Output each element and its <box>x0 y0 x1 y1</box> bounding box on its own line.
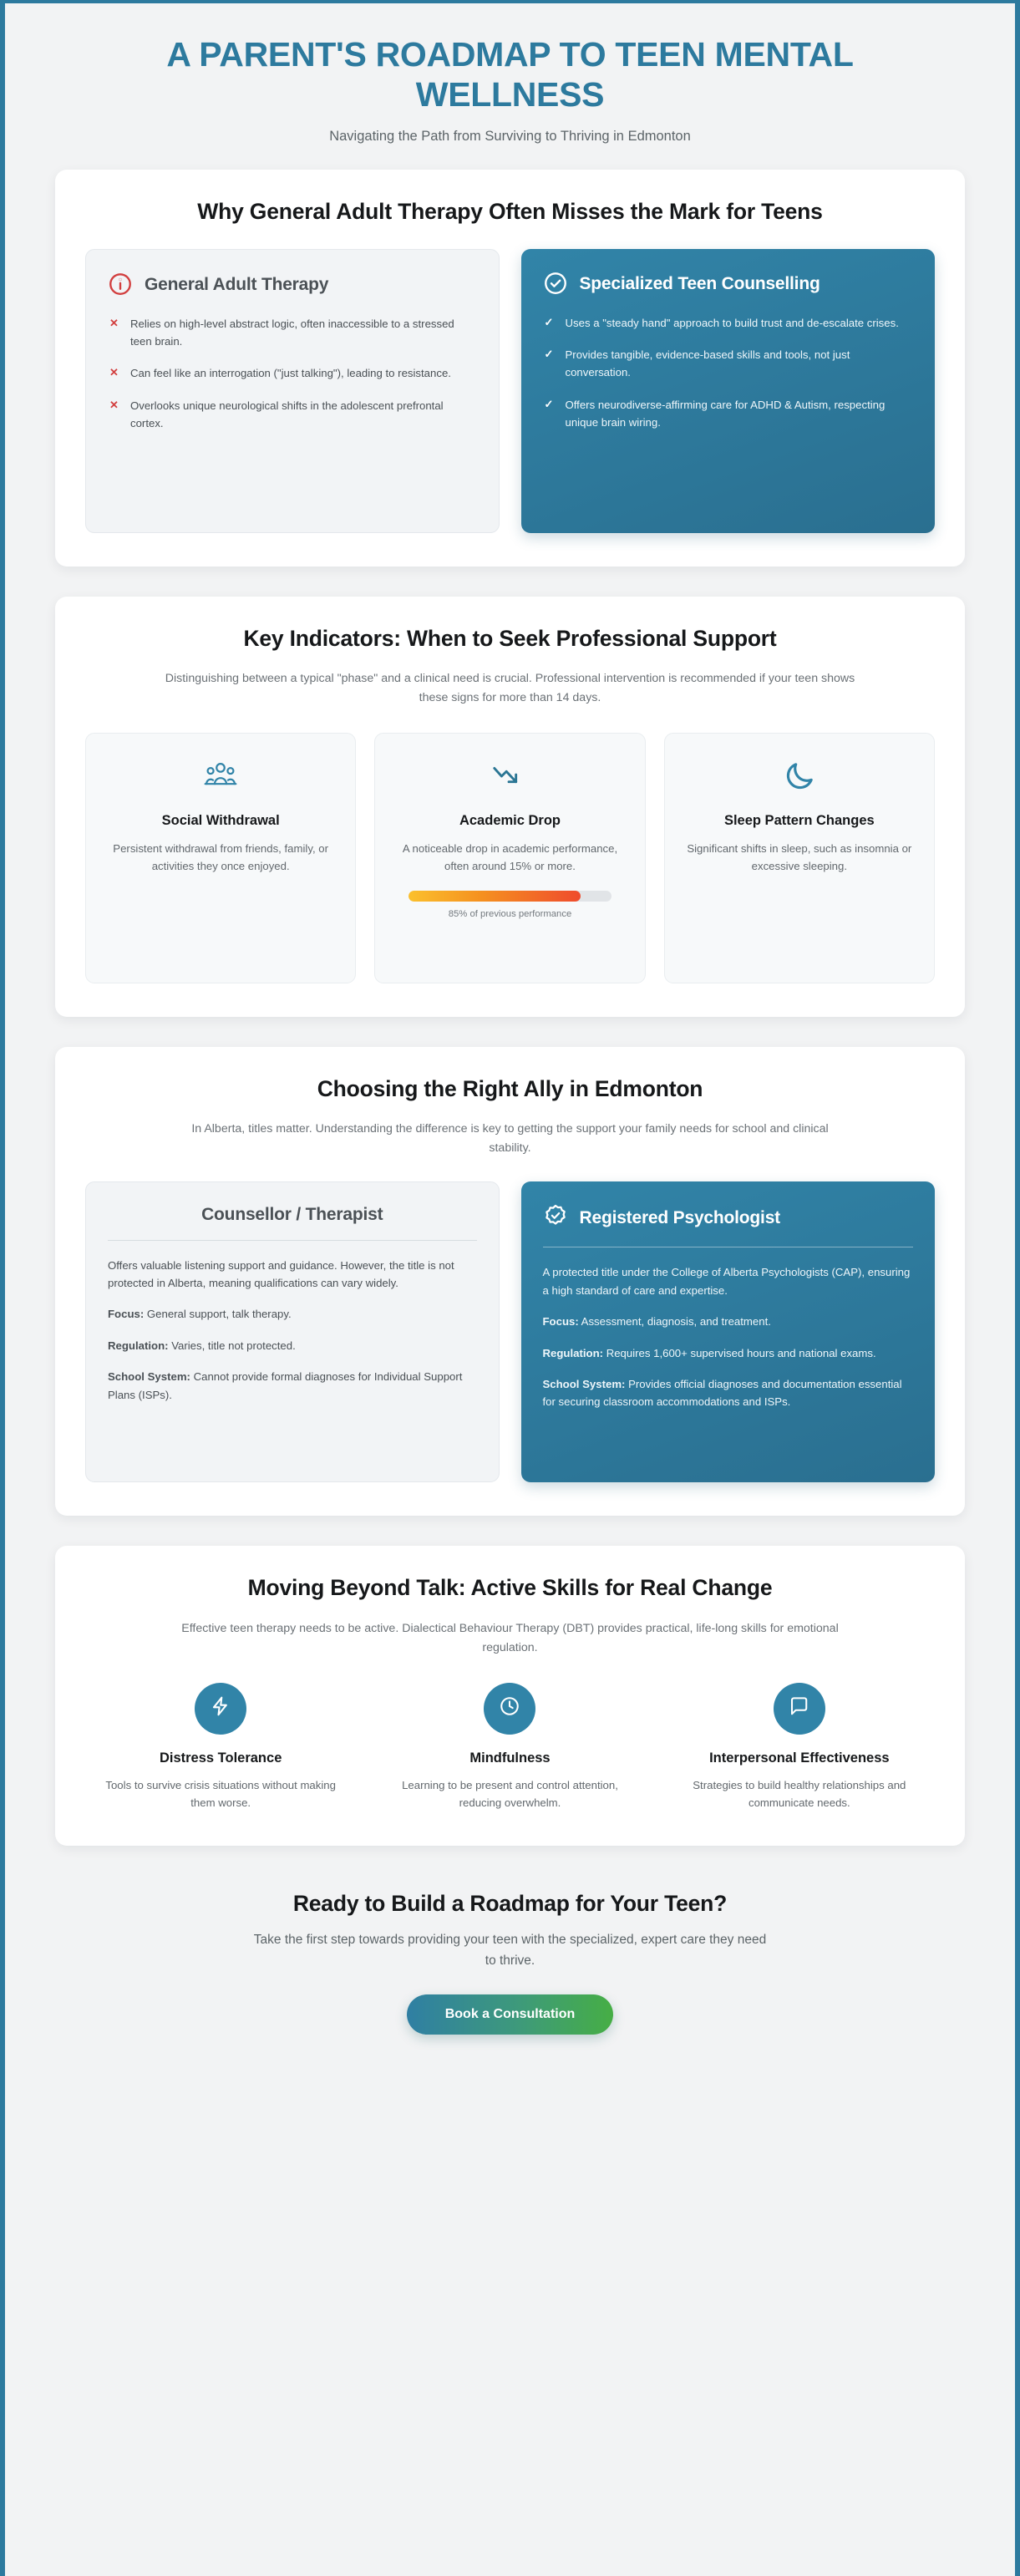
indicator-title: Academic Drop <box>459 813 561 829</box>
skill-icon-badge <box>774 1683 825 1735</box>
book-consultation-button[interactable]: Book a Consultation <box>407 1994 614 2035</box>
page-title: A PARENT'S ROADMAP TO TEEN MENTAL WELLNESS <box>166 35 854 114</box>
detail-row-focus <box>543 1313 914 1330</box>
detail-value: Provides official diagnoses and documentation essential for securing classroom accommodations and ISPs. <box>542 1377 902 1409</box>
skill-title: Distress Tolerance <box>159 1750 282 1766</box>
check-icon: ✓ <box>544 397 554 410</box>
indicator-description: A noticeable drop in academic performance, often around 15% or more. <box>402 841 618 873</box>
card-intro-text: Offers valuable listening support and guidance. However, the title is not protected in Alberta, meaning qualifications can vary widely. <box>108 1258 454 1290</box>
card-heading: Specialized Teen Counselling <box>579 273 820 293</box>
performance-progress-fill <box>409 891 581 902</box>
list-item-text: Provides tangible, evidence-based skills and tools, not just conversation. <box>565 348 850 379</box>
card-header <box>108 1204 477 1225</box>
list-item <box>108 397 477 432</box>
users-group-icon <box>103 754 338 799</box>
chat-bubble-icon <box>789 1695 810 1721</box>
card-heading: Counsellor / Therapist <box>201 1205 383 1225</box>
card-intro-text: A protected title under the College of Alberta Psychologists (CAP), ensuring a high standard of care and expertise. <box>542 1266 911 1297</box>
section-choosing-right-ally <box>55 1047 965 1516</box>
list-item-text: Uses a "steady hand" approach to build trust and de-escalate crises. <box>565 317 899 330</box>
list-item <box>543 346 914 381</box>
card-counsellor-therapist <box>85 1181 500 1482</box>
section-title: Why General Adult Therapy Often Misses the Mark for Teens <box>197 199 823 225</box>
lightning-bolt-icon <box>210 1695 231 1721</box>
list-item-text: Can feel like an interrogation ("just talking"), leading to resistance. <box>130 367 451 380</box>
detail-value: General support, talk therapy. <box>144 1308 292 1321</box>
check-icon: ✓ <box>544 316 554 329</box>
card-registered-psychologist <box>521 1181 936 1482</box>
skills-grid <box>85 1683 935 1812</box>
indicator-card-social-withdrawal <box>85 733 356 983</box>
hero-header <box>55 3 965 170</box>
drawbacks-list <box>108 315 477 432</box>
card-header <box>543 1203 914 1232</box>
trend-down-arrow-icon <box>392 754 627 799</box>
moon-icon <box>682 754 917 799</box>
benefits-list <box>543 314 914 431</box>
detail-label: Focus: <box>542 1315 579 1329</box>
section-title: Moving Beyond Talk: Active Skills for Real Change <box>247 1575 773 1601</box>
check-icon: ✓ <box>544 348 554 361</box>
indicator-description: Persistent withdrawal from friends, family, or activities they once enjoyed. <box>113 841 329 873</box>
section-subtitle: In Alberta, titles matter. Understanding the difference is key to getting the support your family needs for school and clinical stability. <box>191 1122 829 1156</box>
skill-description: Learning to be present and control attention, reducing overwhelm. <box>402 1779 618 1810</box>
indicator-card-academic-drop <box>374 733 645 983</box>
ally-comparison-grid <box>85 1181 935 1482</box>
detail-row-school-system <box>543 1375 914 1411</box>
skill-card-interpersonal-effectiveness <box>664 1683 935 1812</box>
skill-icon-badge <box>195 1683 246 1735</box>
section-key-indicators <box>55 597 965 1017</box>
list-item-text: Offers neurodiverse-affirming care for ADHD & Autism, respecting unique brain wiring. <box>565 398 886 429</box>
list-item <box>543 396 914 431</box>
detail-value: Cannot provide formal diagnoses for Individual Support Plans (ISPs). <box>108 1370 463 1401</box>
content-container <box>5 3 1015 2043</box>
section-subtitle: Effective teen therapy needs to be active. Dialectical Behaviour Therapy (DBT) provides practical, life-long skills for emotional regulation. <box>181 1621 839 1654</box>
indicator-card-sleep-pattern-changes <box>664 733 935 983</box>
detail-row-focus <box>108 1305 477 1323</box>
cross-icon: ✕ <box>109 317 119 330</box>
cross-icon: ✕ <box>109 366 119 379</box>
section-title: Choosing the Right Ally in Edmonton <box>317 1076 703 1102</box>
comparison-grid <box>85 249 935 533</box>
skill-title: Mindfulness <box>469 1750 551 1766</box>
skill-icon-badge <box>484 1683 535 1735</box>
page-subtitle: Navigating the Path from Surviving to Thriving in Edmonton <box>329 129 691 145</box>
card-specialized-teen-counselling <box>521 249 936 533</box>
clock-icon <box>499 1695 520 1721</box>
list-item-text: Overlooks unique neurological shifts in the adolescent prefrontal cortex. <box>130 399 444 429</box>
cta-section <box>55 1876 965 2044</box>
performance-progress-label: 85% of previous performance <box>448 908 572 919</box>
card-general-adult-therapy <box>85 249 500 533</box>
verified-badge-icon <box>543 1203 568 1232</box>
section-title: Key Indicators: When to Seek Professional Support <box>243 626 777 652</box>
detail-label: Regulation: <box>542 1346 604 1359</box>
section-subtitle: Distinguishing between a typical "phase" and a clinical need is crucial. Professional intervention is recommended if your teen shows these signs for more than 14 days. <box>165 672 855 705</box>
card-header <box>543 271 914 296</box>
detail-row-school-system <box>108 1368 477 1404</box>
check-circle-icon <box>543 271 568 296</box>
cross-icon: ✕ <box>109 398 119 411</box>
section-active-skills <box>55 1546 965 1845</box>
card-heading: Registered Psychologist <box>579 1208 780 1228</box>
detail-value: Varies, title not protected. <box>168 1339 296 1352</box>
performance-progress-bar <box>409 891 611 902</box>
indicator-title: Social Withdrawal <box>161 813 280 829</box>
detail-label: Focus: <box>108 1308 145 1321</box>
indicator-title: Sleep Pattern Changes <box>723 813 875 829</box>
detail-row-regulation <box>543 1344 914 1362</box>
detail-label: Regulation: <box>108 1339 169 1352</box>
divider <box>108 1240 477 1241</box>
detail-value: Assessment, diagnosis, and treatment. <box>578 1315 771 1329</box>
info-circle-icon <box>108 272 133 297</box>
indicators-grid <box>85 733 935 983</box>
detail-label: School System: <box>542 1377 626 1390</box>
section-why-adult-therapy-misses <box>55 170 965 567</box>
card-heading: General Adult Therapy <box>145 274 329 294</box>
indicator-description: Significant shifts in sleep, such as insomnia or excessive sleeping. <box>687 841 912 873</box>
list-item <box>543 314 914 332</box>
list-item <box>108 315 477 350</box>
skill-card-distress-tolerance <box>85 1683 356 1812</box>
cta-subtitle: Take the first step towards providing your teen with the specialized, expert care they need to thrive. <box>253 1932 767 1968</box>
card-header <box>108 272 477 297</box>
list-item <box>108 364 477 382</box>
detail-label: School System: <box>108 1370 190 1384</box>
cta-title: Ready to Build a Roadmap for Your Teen? <box>292 1890 728 1916</box>
skill-title: Interpersonal Effectiveness <box>709 1750 890 1766</box>
list-item-text: Relies on high-level abstract logic, often inaccessible to a stressed teen brain. <box>130 318 454 348</box>
skill-description: Tools to survive crisis situations without making them worse. <box>105 1779 336 1810</box>
detail-value: Requires 1,600+ supervised hours and national exams. <box>603 1346 876 1359</box>
detail-row-regulation <box>108 1337 477 1354</box>
skill-description: Strategies to build healthy relationships and communicate needs. <box>693 1779 906 1810</box>
skill-card-mindfulness <box>374 1683 645 1812</box>
